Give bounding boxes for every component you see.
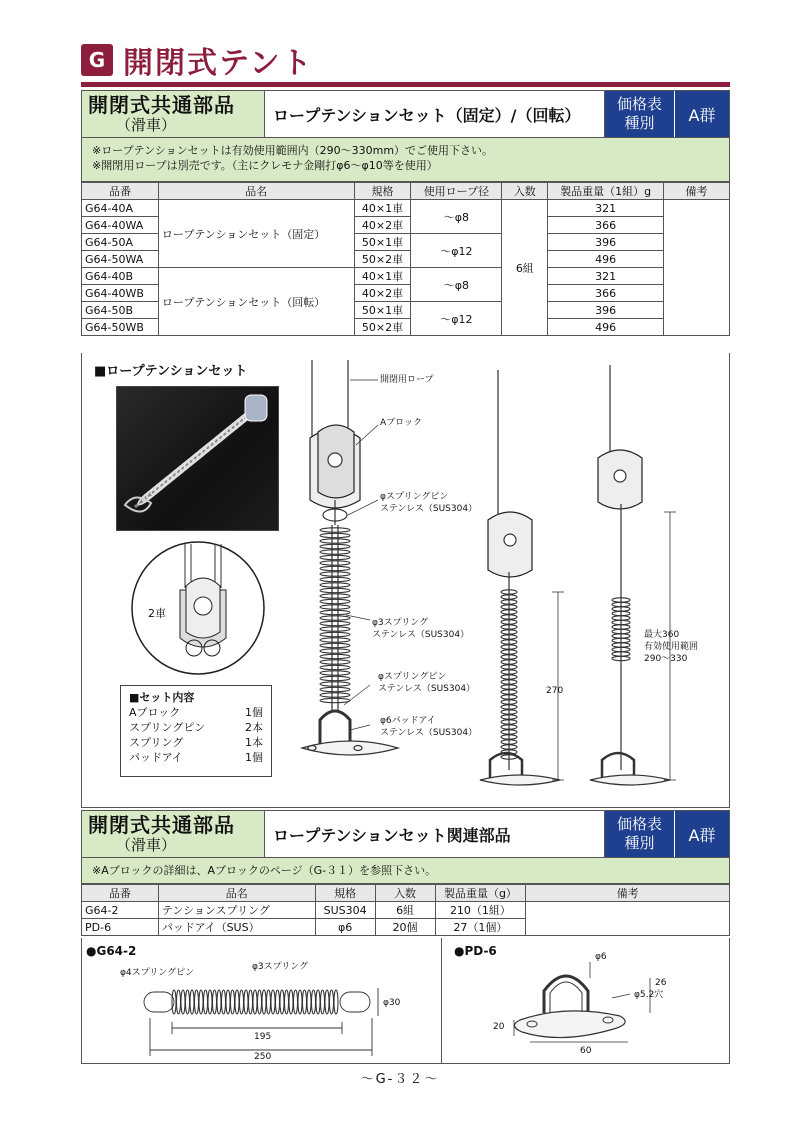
section2-product-title: ロープテンションセット関連部品 (273, 825, 511, 845)
dim-270: 270 (546, 686, 564, 696)
spring-coil (240, 990, 244, 1014)
page-header (81, 40, 314, 80)
spring-coil (334, 990, 338, 1014)
two-car-label: 2車 (148, 607, 166, 620)
chapter-badge: G (81, 44, 113, 76)
spring-coil (320, 632, 350, 636)
spring-coil (320, 599, 350, 603)
spring-coil (320, 643, 350, 647)
spring-coil (190, 990, 194, 1014)
cell-code: G64-50WA (82, 251, 159, 268)
cell-name: ロープテンションセット（回転） (158, 268, 354, 336)
col-header: 品番 (82, 183, 159, 200)
cell-weight: 496 (548, 251, 664, 268)
cell-spec: 40×1車 (354, 268, 411, 285)
spring-coil (320, 687, 350, 691)
section1-header (81, 90, 730, 138)
cell-rope: ～φ12 (411, 234, 502, 268)
section2-spec-table (81, 884, 730, 936)
spring-coil (276, 990, 280, 1014)
spring-coil (244, 990, 248, 1014)
spring-coil (217, 990, 221, 1014)
cell-weight: 396 (548, 234, 664, 251)
spring-coil (320, 561, 350, 565)
col-header: 品名 (158, 183, 354, 200)
cell-weight: 321 (548, 268, 664, 285)
spring-coil (316, 990, 320, 1014)
section2-category-sub: （滑車） (116, 836, 177, 854)
spring-label: φ3スプリング (372, 618, 429, 628)
set-item-name: スプリングピン (129, 721, 206, 734)
spring-coil (177, 990, 181, 1014)
col-header: 品名 (158, 885, 315, 902)
spring-coil (320, 649, 350, 653)
cell-spec: 50×1車 (354, 302, 411, 319)
col-header: 製品重量（g） (435, 885, 526, 902)
cell-name: パッドアイ（SUS） (158, 919, 315, 936)
col-header: 入数 (502, 183, 548, 200)
spring-coil (320, 698, 350, 702)
cell-code: G64-2 (82, 902, 159, 919)
spring-coil (271, 990, 275, 1014)
section2-category (82, 811, 265, 857)
spring-coil (204, 990, 208, 1014)
spring-coil (303, 990, 307, 1014)
spring-coil (307, 990, 311, 1014)
cell-code: G64-50B (82, 302, 159, 319)
col-header: 規格 (315, 885, 375, 902)
note-line: ※ロープテンションセットは有効使用範囲内（290～330mm）でご使用下さい。 (92, 144, 494, 157)
cell-qty: 6組 (502, 200, 548, 336)
table-row (82, 902, 730, 919)
product-photo (116, 386, 279, 531)
g64-2-title: ●G64-2 (86, 944, 137, 958)
list-item (129, 735, 263, 750)
dim-26: 26 (655, 978, 667, 988)
dim-60: 60 (580, 1046, 592, 1056)
cell-code: G64-40B (82, 268, 159, 285)
section1-category-title: 開閉式共通部品 (88, 93, 235, 117)
spring-coil (320, 638, 350, 642)
spring-coil (320, 610, 350, 614)
spring-coil (321, 990, 325, 1014)
col-header: 入数 (375, 885, 435, 902)
spring-coil (320, 583, 350, 587)
spring-material: ステンレス（SUS304） (372, 630, 470, 640)
spring-coil (320, 528, 350, 532)
pd-6-title: ●PD-6 (454, 944, 497, 958)
cell-weight: 210（1組） (435, 902, 526, 919)
dim-phi30: φ30 (383, 998, 401, 1008)
price-label: 価格表 (616, 815, 662, 833)
pad-label: φ6パッドアイ (380, 716, 436, 726)
note-line: ※Aブロックの詳細は、Aブロックのページ（G-３１）を参照下さい。 (92, 864, 437, 877)
col-header: 規格 (354, 183, 411, 200)
spring-coil (320, 682, 350, 686)
section1-group: A群 (674, 91, 729, 137)
section2-category-title: 開閉式共通部品 (88, 813, 235, 837)
cell-spec: φ6 (315, 919, 375, 936)
section1-note (81, 138, 730, 182)
cell-spec: 40×2車 (354, 285, 411, 302)
spring-coil (320, 665, 350, 669)
section2-group: A群 (674, 811, 729, 857)
cell-rope: ～φ12 (411, 302, 502, 336)
section1-spec-table (81, 182, 730, 336)
cell-code: G64-50WB (82, 319, 159, 336)
spring-coil (320, 671, 350, 675)
spring-coil (330, 990, 334, 1014)
spring-coil (320, 660, 350, 664)
section2-header (81, 810, 730, 858)
col-header: 使用ロープ径 (411, 183, 502, 200)
spring-coil (320, 605, 350, 609)
spring-coil (298, 990, 302, 1014)
range-value: 290～330 (644, 654, 688, 664)
spring-coil (195, 990, 199, 1014)
pin1-material: ステンレス（SUS304） (380, 504, 478, 514)
spring-coil (320, 693, 350, 697)
note-line: ※開閉用ロープは別売です。（主にクレモナ金剛打φ6～φ10等を使用） (92, 159, 438, 172)
col-header: 備考 (664, 183, 730, 200)
set-item-qty: 1個 (245, 751, 263, 764)
set-contents-box (120, 685, 272, 777)
chapter-title: 開閉式テント (123, 46, 314, 81)
cell-weight: 396 (548, 302, 664, 319)
cell-name: テンションスプリング (158, 902, 315, 919)
cell-spec: 40×1車 (354, 200, 411, 217)
spring-coil (186, 990, 190, 1014)
spring-coil (235, 990, 239, 1014)
spring-coil (231, 990, 235, 1014)
cell-spec: 40×2車 (354, 217, 411, 234)
set-item-name: スプリング (129, 736, 184, 749)
spring-coil (320, 555, 350, 559)
spring-coil (285, 990, 289, 1014)
spring-coil (320, 577, 350, 581)
table-row (82, 200, 730, 217)
dim-phi52-hole: φ5.2穴 (634, 990, 664, 1000)
set-item-qty: 2本 (245, 721, 263, 734)
tension-set-drawing (290, 360, 720, 800)
cell-qty: 6組 (375, 902, 435, 919)
spring-coil (294, 990, 298, 1014)
dim-20: 20 (493, 1022, 505, 1032)
range-label: 有効使用範囲 (644, 642, 699, 652)
type-label: 種別 (624, 834, 655, 852)
spring-coil (258, 990, 262, 1014)
spring-coil (320, 616, 350, 620)
spring-coil (249, 990, 253, 1014)
rope-label: 開閉用ロープ (380, 375, 434, 385)
list-item (129, 750, 263, 765)
dim-250: 250 (254, 1052, 272, 1062)
cell-code: G64-50A (82, 234, 159, 251)
cell-weight: 321 (548, 200, 664, 217)
max-label: 最大360 (644, 630, 680, 640)
spring-coil (320, 594, 350, 598)
cell-weight: 27（1個） (435, 919, 526, 936)
block-label: Aブロック (380, 418, 422, 428)
spring-coil (320, 676, 350, 680)
spring-coil (320, 544, 350, 548)
price-label: 価格表 (616, 95, 662, 113)
table-header-row (82, 183, 730, 200)
spring-coil (226, 990, 230, 1014)
spring-photo-icon (117, 387, 279, 531)
dim-195: 195 (254, 1032, 272, 1042)
spring-coil (267, 990, 271, 1014)
spring-coil (312, 990, 316, 1014)
header-rule (81, 82, 730, 87)
list-item (129, 705, 263, 720)
set-item-qty: 1個 (245, 706, 263, 719)
cell-rope: ～φ8 (411, 268, 502, 302)
spring-coil (320, 621, 350, 625)
spring-coil (181, 990, 185, 1014)
cell-code: PD-6 (82, 919, 159, 936)
section1-price-type (604, 91, 674, 137)
spring-coil (320, 539, 350, 543)
col-header: 品番 (82, 885, 159, 902)
cell-spec: 50×2車 (354, 251, 411, 268)
spring-coil (320, 654, 350, 658)
pad-material: ステンレス（SUS304） (380, 728, 478, 738)
cell-rope: ～φ8 (411, 200, 502, 234)
spring-coil (320, 550, 350, 554)
cell-remarks (526, 902, 730, 936)
pin4-label: φ4スプリングピン (120, 968, 195, 978)
spring3-label: φ3スプリング (252, 962, 309, 972)
set-item-name: Aブロック (129, 706, 181, 719)
page-number: ～G-３２～ (360, 1072, 440, 1087)
pin2-label: φスプリングピン (378, 672, 447, 682)
cell-weight: 366 (548, 217, 664, 234)
section2-note (81, 858, 730, 884)
cell-name: ロープテンションセット（固定） (158, 200, 354, 268)
set-contents-title: ■セット内容 (129, 691, 195, 704)
cell-code: G64-40WA (82, 217, 159, 234)
col-header: 製品重量（1組）g (548, 183, 664, 200)
spring-coil (320, 627, 350, 631)
spring-coil (213, 990, 217, 1014)
section1-category-sub: （滑車） (116, 116, 177, 134)
cell-spec: SUS304 (315, 902, 375, 919)
spring-coil (253, 990, 257, 1014)
set-item-qty: 1本 (245, 736, 263, 749)
cell-weight: 366 (548, 285, 664, 302)
table-header-row (82, 885, 730, 902)
spring-coil (280, 990, 284, 1014)
cell-remarks (664, 200, 730, 336)
col-header: 備考 (526, 885, 730, 902)
cell-spec: 50×1車 (354, 234, 411, 251)
g64-2-drawing (140, 980, 430, 1060)
cell-code: G64-40WB (82, 285, 159, 302)
spring-coil (289, 990, 293, 1014)
table-row (82, 268, 730, 285)
section1-category (82, 91, 265, 137)
dim-phi6: φ6 (595, 952, 607, 962)
cell-qty: 20個 (375, 919, 435, 936)
spring-coil (320, 588, 350, 592)
type-label: 種別 (624, 114, 655, 132)
cell-weight: 496 (548, 319, 664, 336)
set-item-name: パッドアイ (129, 751, 183, 764)
spring-coil (320, 572, 350, 576)
spring-coil (325, 990, 329, 1014)
spring-coil (208, 990, 212, 1014)
section2-price-type (604, 811, 674, 857)
spring-coil (320, 566, 350, 570)
figure1-title: ■ロープテンションセット (94, 364, 248, 379)
spring-coil (199, 990, 203, 1014)
list-item (129, 720, 263, 735)
pin1-label: φスプリングピン (380, 492, 449, 502)
cell-code: G64-40A (82, 200, 159, 217)
spring-coil (222, 990, 226, 1014)
spring-coil (320, 533, 350, 537)
section1-product-title: ロープテンションセット（固定）/（回転） (273, 105, 581, 125)
cell-spec: 50×2車 (354, 319, 411, 336)
pin2-material: ステンレス（SUS304） (378, 684, 476, 694)
spring-coil (262, 990, 266, 1014)
figure2-divider (441, 938, 442, 1064)
